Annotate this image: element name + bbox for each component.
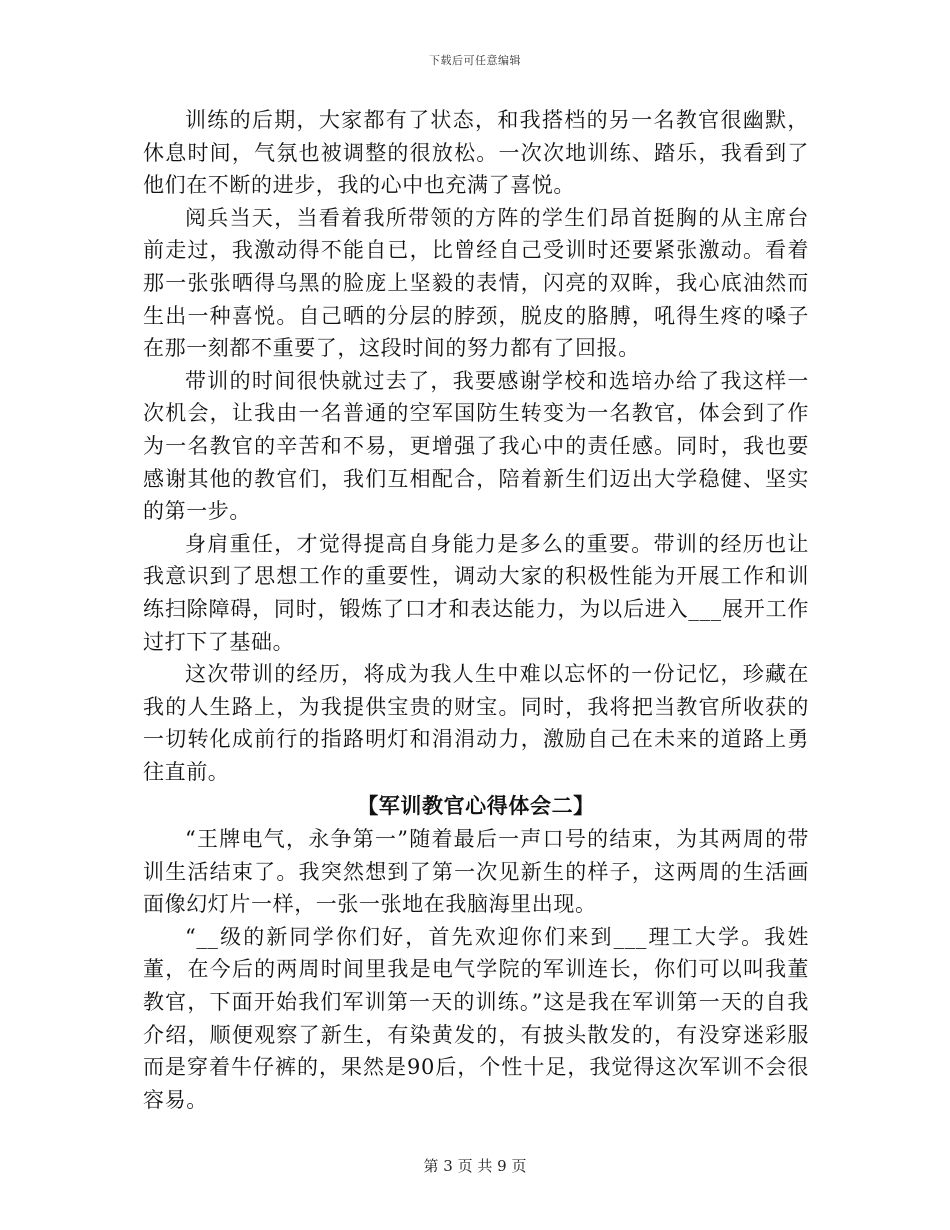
paragraph: 带训的时间很快就过去了，我要感谢学校和选培办给了我这样一次机会，让我由一名普通的空军国防生转变为一名教官，体会到了作为一名教官的辛苦和不易，更增强了我心中的责任感。同时，我也要感谢其他的教官们，我们互相配合，陪着新生们迈出大学稳健、坚实的第一步。	[143, 368, 809, 524]
paragraph: “__级的新同学你们好，首先欢迎你们来到___理工大学。我姓董，在今后的两周时间里我是电气学院的军训连长，你们可以叫我董教官，下面开始我们军训第一天的训练。”这是我在军训第一天的自我介绍，顺便观察了新生，有染黄发的，有披头散发的，有没穿迷彩服而是穿着牛仔裤的，果然是90后，个性十足，我觉得这次军训不会很容易。	[143, 924, 809, 1112]
paragraph: “王牌电气，永争第一”随着最后一声口号的结束，为其两周的带训生活结束了。我突然想到了第一次见新生的样子，这两周的生活画面像幻灯片一样，一张一张地在我脑海里出现。	[143, 827, 809, 917]
document-body	[143, 104, 809, 1116]
paragraph: 这次带训的经历，将成为我人生中难以忘怀的一份记忆，珍藏在我的人生路上，为我提供宝贵的财宝。同时，我将把当教官所收获的一切转化成前行的指路明灯和涓涓动力，激励自己在未来的道路上勇往直前。	[143, 662, 809, 784]
page-number: 第 3 页 共 9 页	[423, 1157, 527, 1175]
section-title: 【军训教官心得体会二】	[357, 794, 595, 819]
paragraph: 训练的后期，大家都有了状态，和我搭档的另一名教官很幽默，休息时间，气氛也被调整的很放松。一次次地训练、踏乐，我看到了他们在不断的进步，我的心中也充满了喜悦。	[143, 108, 809, 198]
paragraph: 身肩重任，才觉得提高自身能力是多么的重要。带训的经历也让我意识到了思想工作的重要性，调动大家的积极性能为开展工作和训练扫除障碍，同时，锻炼了口才和表达能力，为以后进入___展开工作过打下了基础。	[143, 531, 809, 654]
paragraph: 阅兵当天，当看着我所带领的方阵的学生们昂首挺胸的从主席台前走过，我激动得不能自已，比曾经自己受训时还要紧张激动。看着那一张张晒得乌黑的脸庞上坚毅的表情，闪亮的双眸，我心底油然而生出一种喜悦。自己晒的分层的脖颈，脱皮的胳膊，吼得生疼的嗓子在那一刻都不重要了，这段时间的努力都有了回报。	[143, 205, 809, 361]
page-header: 下载后可任意编辑	[429, 54, 521, 67]
